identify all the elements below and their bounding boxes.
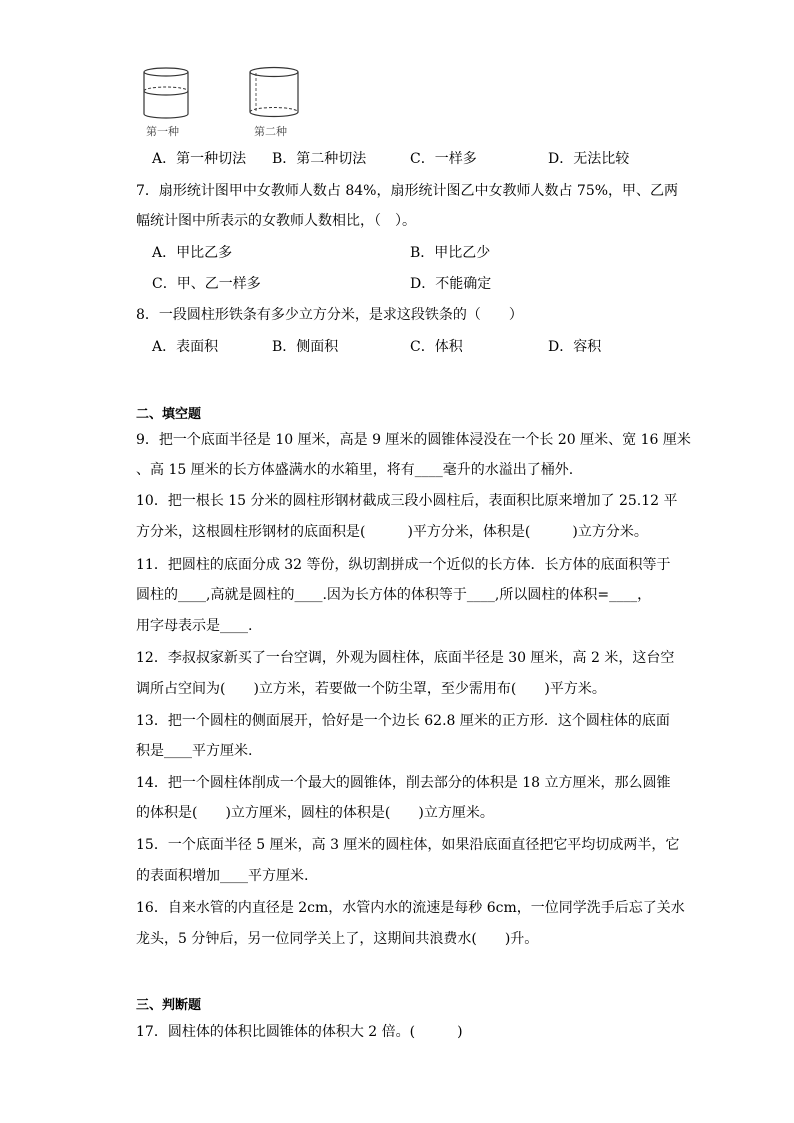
figure-caption-first: 第一种 <box>146 125 179 138</box>
q12-text-line1: 12．李叔叔家新买了一台空调，外观为圆柱体，底面半径是 30 厘米，高 2 米，这台空 <box>136 650 675 666</box>
q15-text-line2: 的表面积增加____平方厘米. <box>136 868 309 884</box>
q9-text-line2: 、高 15 厘米的长方体盛满水的水箱里，将有____毫升的水溢出了桶外. <box>136 462 574 478</box>
q6-option-b[interactable]: B．第二种切法 <box>272 151 367 167</box>
cylinder-second <box>250 68 298 117</box>
q12-text-line2: 调所占空间为( )立方米，若要做一个防尘罩，至少需用布( )平方米。 <box>136 681 606 697</box>
q14-text-line1: 14．把一个圆柱体削成一个最大的圆锥体，削去部分的体积是 18 立方厘米，那么圆锥 <box>136 775 671 791</box>
q8-option-c[interactable]: C．体积 <box>410 339 463 355</box>
q10-text-line2: 方分米，这根圆柱形钢材的底面积是( )平方分米，体积是( )立方分米。 <box>136 524 648 540</box>
q17-text-line1: 17．圆柱体的体积比圆锥体的体积大 2 倍。( ) <box>136 1024 463 1040</box>
figure-caption-second: 第二种 <box>254 125 287 138</box>
q7-option-a[interactable]: A．甲比乙多 <box>152 245 233 261</box>
q8-option-b[interactable]: B．侧面积 <box>272 339 339 355</box>
q14-text-line2: 的体积是( )立方厘米，圆柱的体积是( )立方厘米。 <box>136 805 494 821</box>
q13-text-line2: 积是____平方厘米. <box>136 743 253 759</box>
q7-text-line1: 7．扇形统计图甲中女教师人数占 84%，扇形统计图乙中女教师人数占 75%，甲、乙两 <box>136 183 679 199</box>
q7-text-line2: 幅统计图中所表示的女教师人数相比，（ ）。 <box>136 213 416 229</box>
cylinder-figure <box>136 64 316 140</box>
q16-text-line2: 龙头，5 分钟后，另一位同学关上了，这期间共浪费水( )升。 <box>136 931 539 947</box>
q7-option-d[interactable]: D．不能确定 <box>410 276 492 292</box>
q13-text-line1: 13．把一个圆柱的侧面展开，恰好是一个边长 62.8 厘米的正方形．这个圆柱体的底面 <box>136 713 670 729</box>
q11-text-line2: 圆柱的____,高就是圆柱的____.因为长方体的体积等于____,所以圆柱的体积=____， <box>136 587 652 603</box>
q16-text-line1: 16．自来水管的内直径是 2cm，水管内水的流速是每秒 6cm，一位同学洗手后忘了关水 <box>136 900 685 916</box>
q11-text-line3: 用字母表示是____. <box>136 618 253 634</box>
q7-option-b[interactable]: B．甲比乙少 <box>410 245 491 261</box>
q10-text-line1: 10．把一根长 15 分米的圆柱形钢材截成三段小圆柱后，表面积比原来增加了 25.12 平 <box>136 493 678 509</box>
q8-text-line1: 8．一段圆柱形铁条有多少立方分米，是求这段铁条的（ ） <box>136 307 523 323</box>
cylinder-first <box>144 68 188 118</box>
section-heading-true-false: 三、判断题 <box>136 998 202 1013</box>
q8-option-a[interactable]: A．表面积 <box>152 339 219 355</box>
q15-text-line1: 15．一个底面半径 5 厘米，高 3 厘米的圆柱体，如果沿底面直径把它平均切成两半，它 <box>136 837 680 853</box>
q6-option-c[interactable]: C．一样多 <box>410 151 477 167</box>
q6-option-d[interactable]: D．无法比较 <box>548 151 630 167</box>
q9-text-line1: 9．把一个底面半径是 10 厘米，高是 9 厘米的圆锥体浸没在一个长 20 厘米、宽 16 厘米 <box>136 432 691 448</box>
q7-option-c[interactable]: C．甲、乙一样多 <box>152 276 261 292</box>
q11-text-line1: 11．把圆柱的底面分成 32 等份，纵切割拼成一个近似的长方体．长方体的底面积等于 <box>136 557 671 573</box>
section-heading-fill-in: 二、填空题 <box>136 407 202 422</box>
q6-option-a[interactable]: A．第一种切法 <box>152 151 247 167</box>
cylinders-illustration <box>136 64 316 140</box>
q8-option-d[interactable]: D．容积 <box>548 339 602 355</box>
